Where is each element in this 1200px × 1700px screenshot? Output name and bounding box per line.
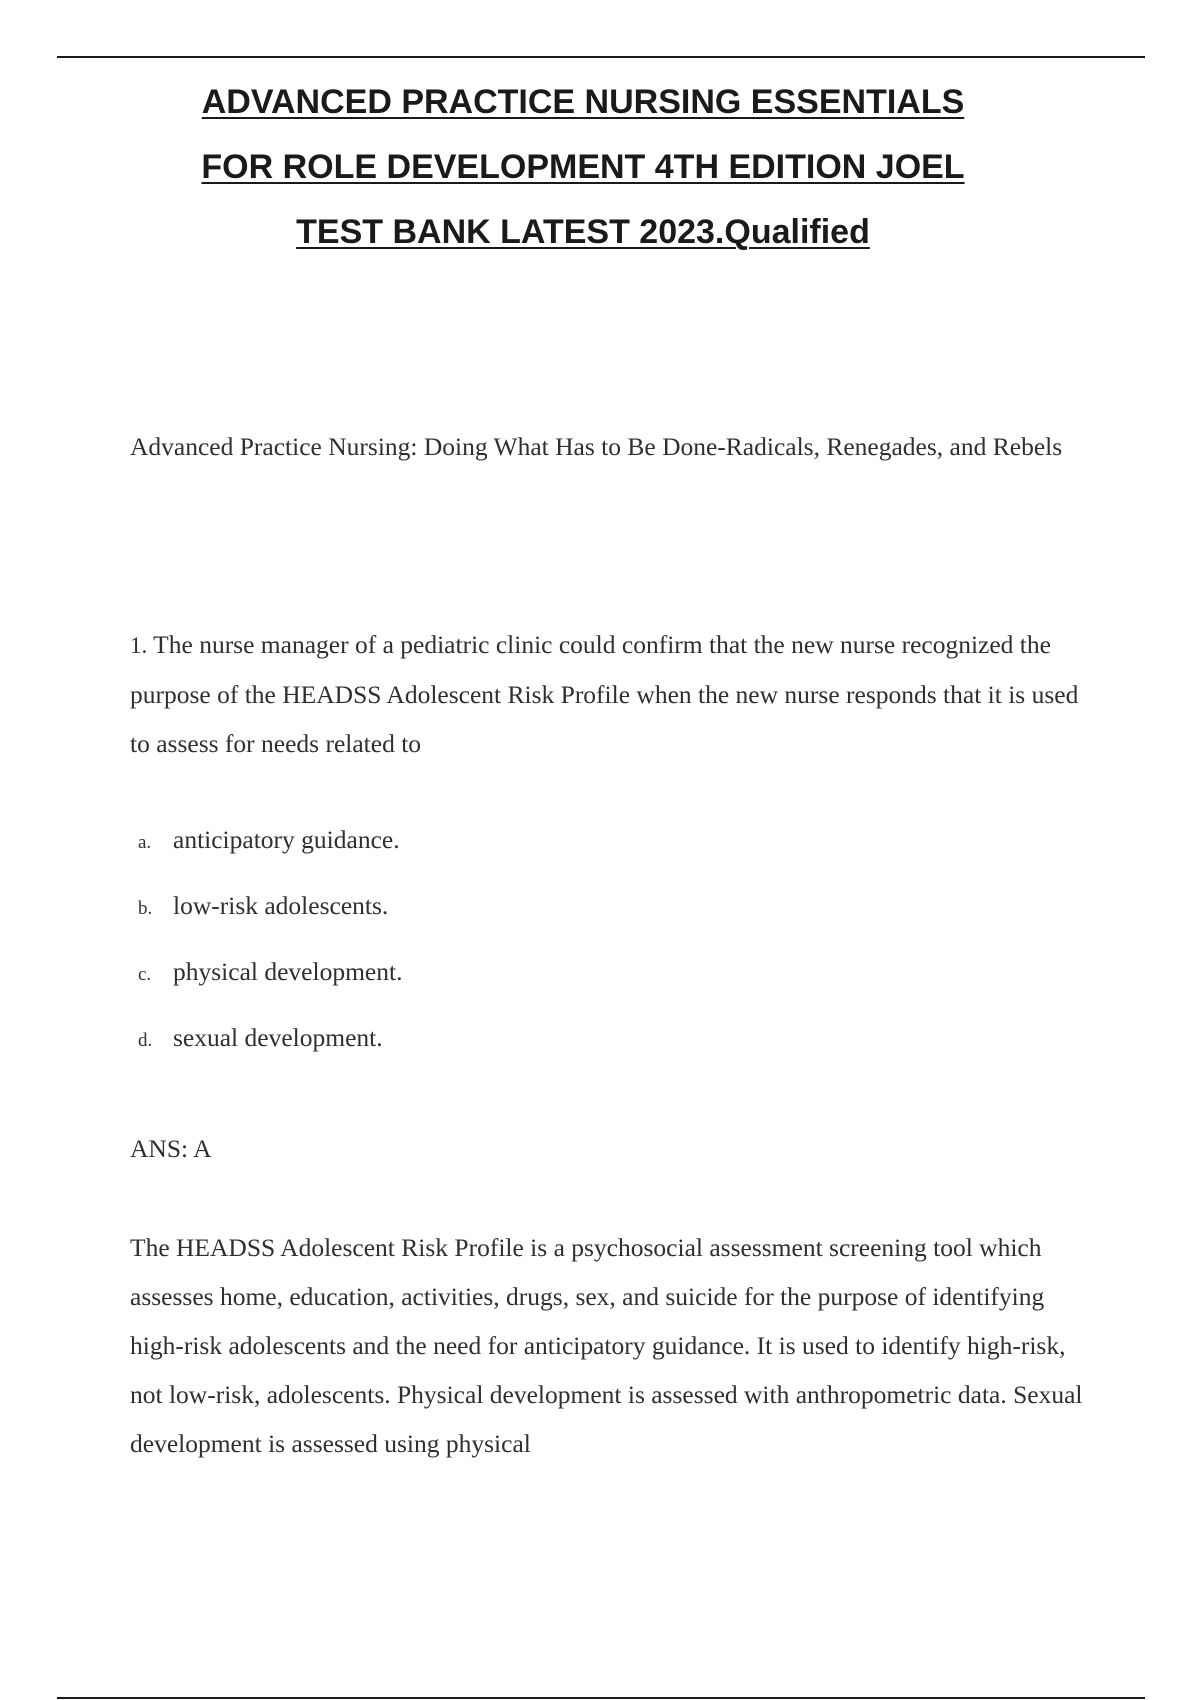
question-stem xyxy=(130,620,1090,768)
rationale-text: The HEADSS Adolescent Risk Profile is a psychosocial assessment screening tool which assesses home, education, activities, drugs, sex, and suicide for the purpose of identifying high-risk adolescents and the need for anticipatory guidance. It is used to identify high-risk, not low-risk, adolescents. Physical development is assessed with anthropometric data. Sexual development is assessed using physical xyxy=(130,1233,1083,1458)
option-text: anticipatory guidance. xyxy=(173,825,400,854)
option-text: physical development. xyxy=(173,957,403,986)
option-text: sexual development. xyxy=(173,1023,383,1052)
title-line-3: TEST BANK LATEST 2023.Qualified xyxy=(296,213,870,251)
option-a xyxy=(130,815,402,881)
option-letter: b. xyxy=(138,898,153,919)
option-letter: d. xyxy=(138,1030,153,1051)
option-letter: a. xyxy=(138,832,152,853)
question-number: 1. xyxy=(130,633,148,658)
top-rule xyxy=(57,56,1145,58)
option-d xyxy=(130,1013,402,1079)
option-b xyxy=(130,881,402,947)
option-c xyxy=(130,947,402,1013)
option-text: low-risk adolescents. xyxy=(173,891,389,920)
chapter-title: Advanced Practice Nursing: Doing What Has to Be Done-Radicals, Renegades, and Rebels xyxy=(130,432,1063,461)
option-letter: c. xyxy=(138,964,152,985)
answer-options xyxy=(130,815,402,1079)
document-title xyxy=(130,70,1036,265)
answer-key: ANS: A xyxy=(130,1134,212,1163)
title-line-2: FOR ROLE DEVELOPMENT 4TH EDITION JOEL xyxy=(201,148,965,186)
title-line-1: ADVANCED PRACTICE NURSING ESSENTIALS xyxy=(201,83,965,121)
question-text: The nurse manager of a pediatric clinic could confirm that the new nurse recognized the purpose of the HEADSS Adolescent Risk Profile when the new nurse responds that it is used to assess for needs related to xyxy=(130,630,1079,758)
bottom-rule xyxy=(57,1697,1145,1699)
